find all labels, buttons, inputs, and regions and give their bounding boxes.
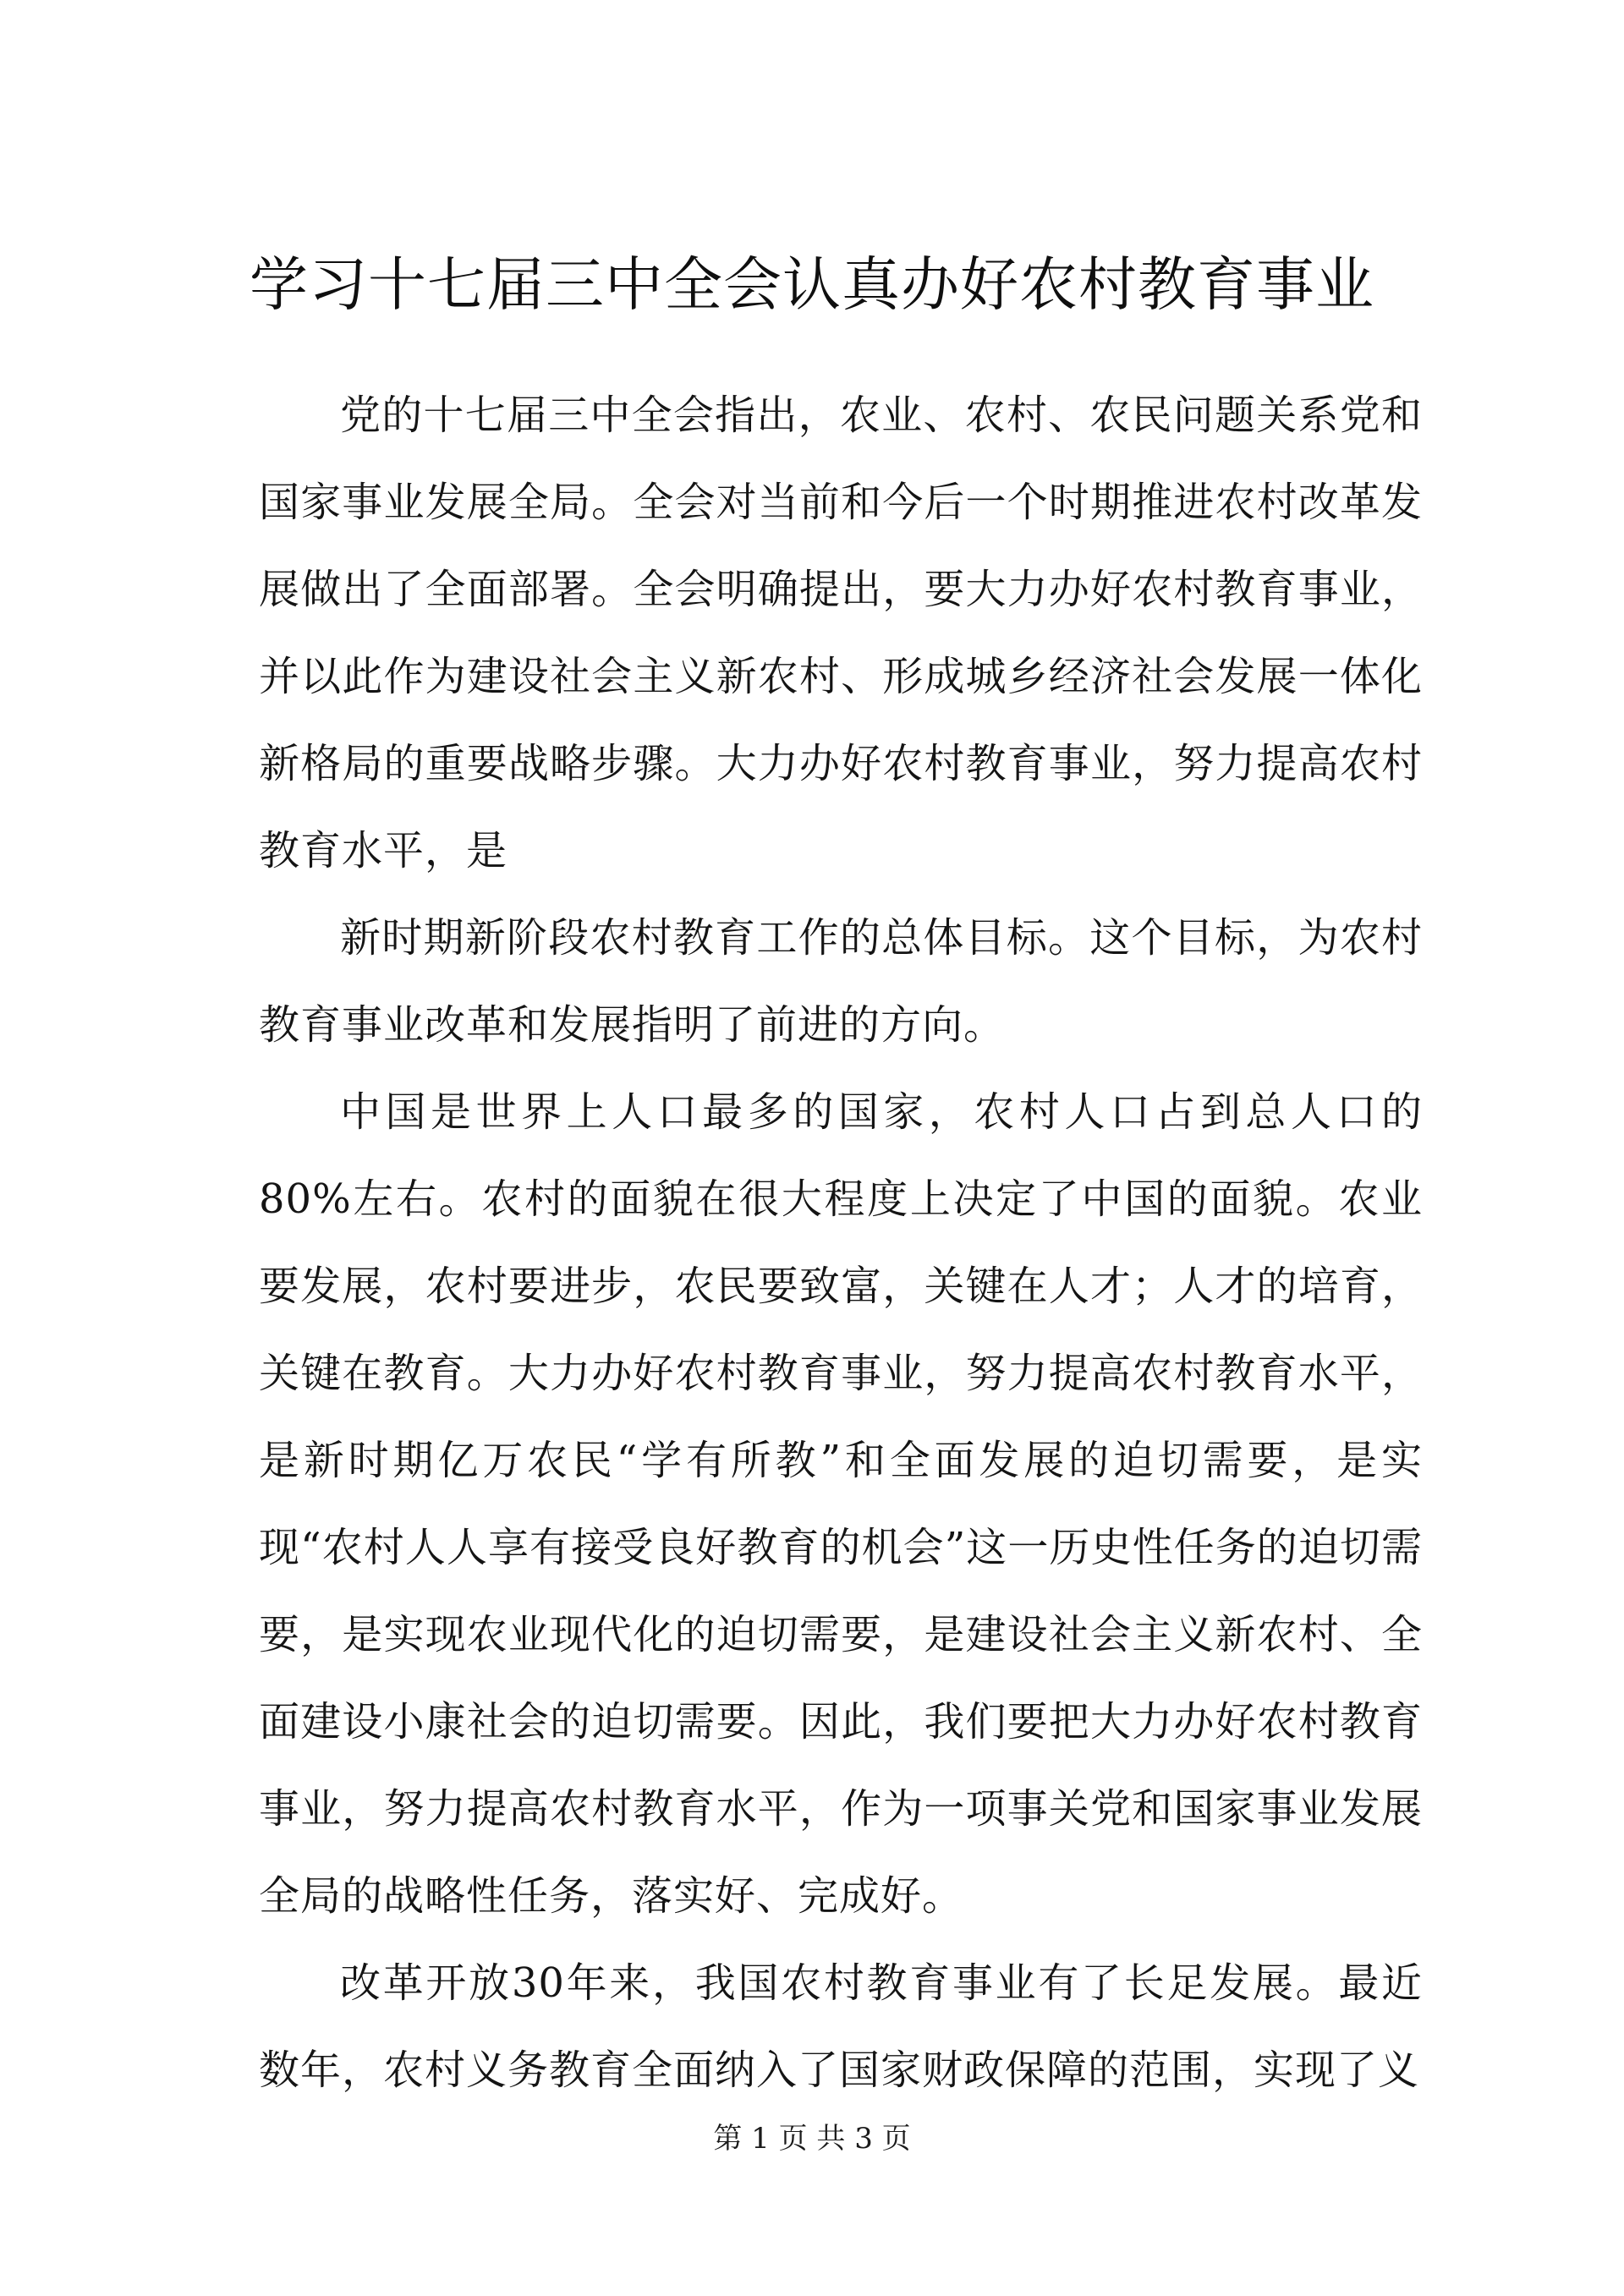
paragraph-1: 党的十七届三中全会指出，农业、农村、农民问题关系党和国家事业发展全局。全会对当前和今后一个时期推进农村改革发展做出了全面部署。全会明确提出，要大力办好农村教育事业，并以此作为建设社会主义新农村、形成城乡经济社会发展一体化新格局的重要战略步骤。大力办好农村教育事业，努力提高农村教育水平，是	[259, 392, 1423, 874]
page-number-footer: 第 1 页 共 3 页	[713, 2122, 911, 2156]
paragraph-4: 改革开放30年来，我国农村教育事业有了长足发展。最近数年，农村义务教育全面纳入了国家财政保障的范围，实现了义	[259, 1959, 1423, 2094]
document-title: 学习十七届三中全会认真办好农村教育事业	[250, 251, 1374, 319]
paragraph-2: 新时期新阶段农村教育工作的总体目标。这个目标，为农村教育事业改革和发展指明了前进的方向。	[259, 914, 1423, 1049]
document-body	[259, 372, 1423, 2114]
paragraph-3: 中国是世界上人口最多的国家，农村人口占到总人口的80%左右。农村的面貌在很大程度上决定了中国的面貌。农业要发展，农村要进步，农民要致富，关键在人才；人才的培育，关键在教育。大力办好农村教育事业，努力提高农村教育水平，是新时期亿万农民“学有所教”和全面发展的迫切需要，是实现“农村人人享有接受良好教育的机会”这一历史性任务的迫切需要，是实现农业现代化的迫切需要，是建设社会主义新农村、全面建设小康社会的迫切需要。因此，我们要把大力办好农村教育事业，努力提高农村教育水平，作为一项事关党和国家事业发展全局的战略性任务，落实好、完成好。	[259, 1088, 1423, 1920]
